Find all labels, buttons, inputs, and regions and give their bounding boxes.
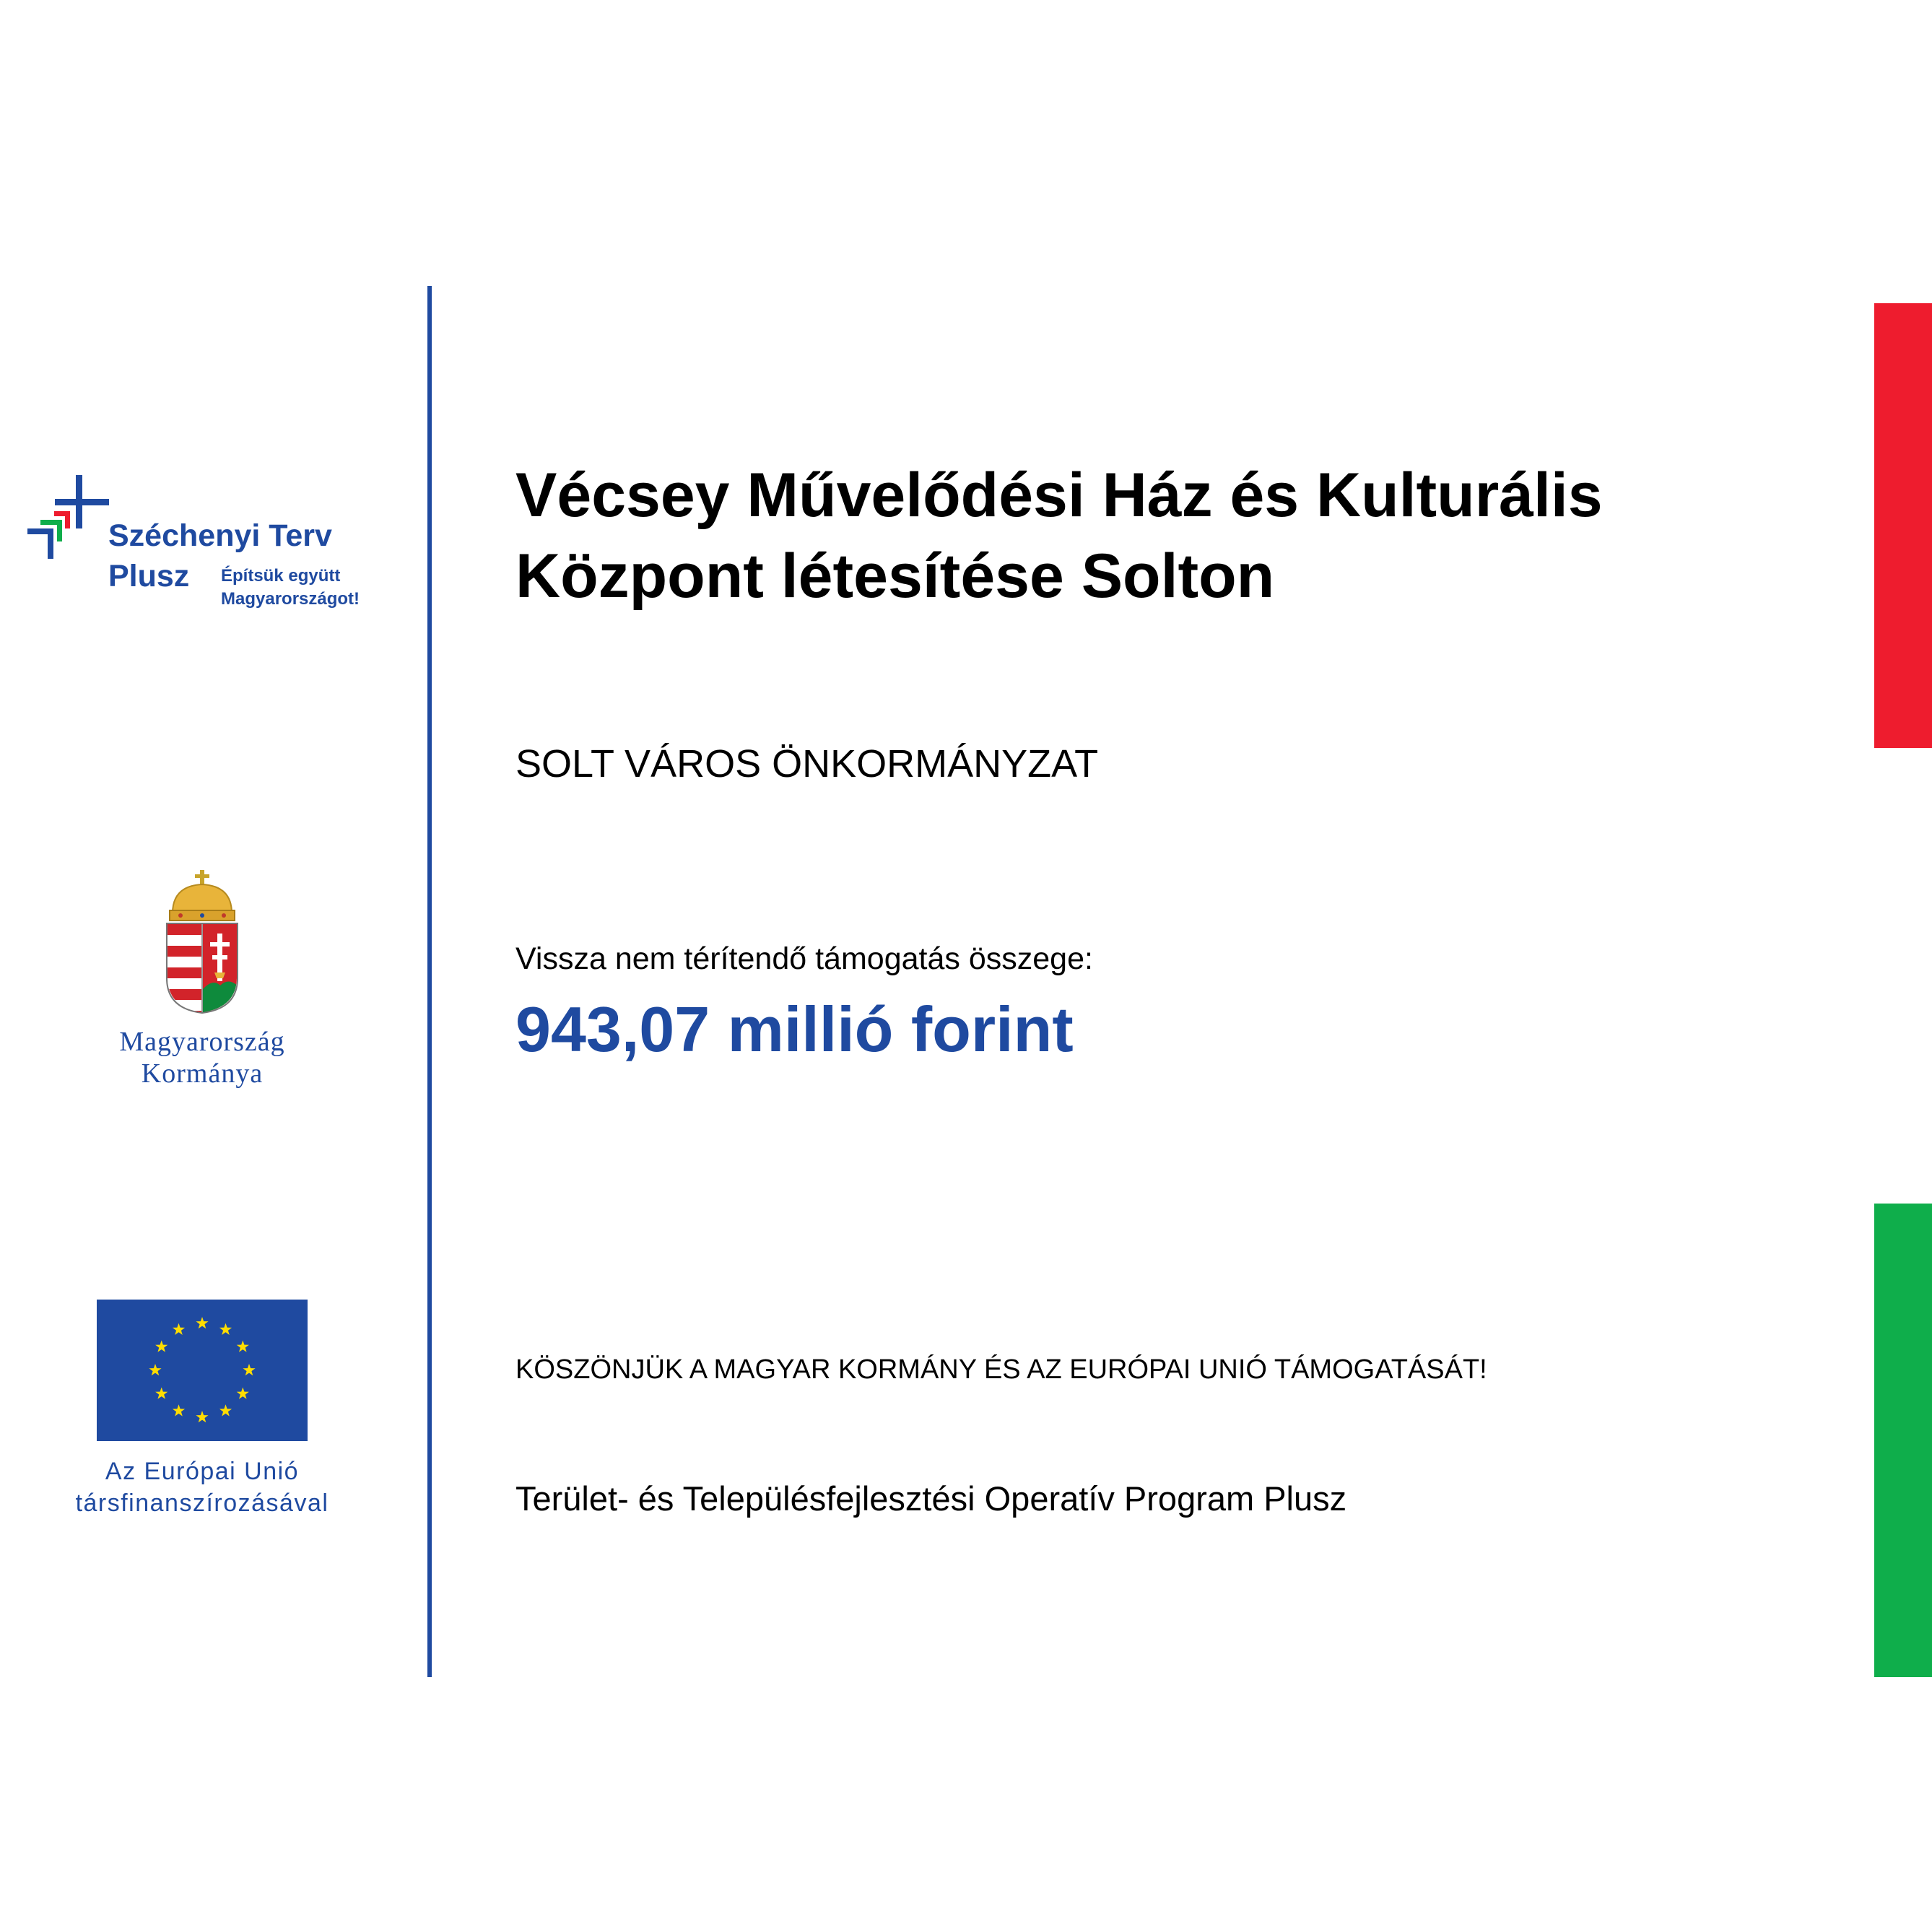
hungarian-coat-of-arms-icon xyxy=(162,870,242,1014)
project-title xyxy=(515,455,1815,617)
hungarian-government-logo xyxy=(72,870,332,1094)
vertical-divider xyxy=(427,286,432,1677)
szechenyi-terv-plusz-logo xyxy=(27,474,403,618)
program-name: Terület- és Településfejlesztési Operatív Program Plusz xyxy=(515,1479,1347,1518)
eu-star-icon xyxy=(155,1388,167,1399)
szechenyi-tagline-line2: Magyarországot! xyxy=(221,589,360,609)
szechenyi-tagline-line1: Építsük együtt xyxy=(221,566,341,586)
eu-caption-line2: társfinanszírozásával xyxy=(75,1489,329,1517)
eu-star-icon xyxy=(196,1317,208,1328)
eu-star-icon xyxy=(155,1341,167,1352)
eu-star-icon xyxy=(243,1364,255,1375)
government-name xyxy=(72,1026,332,1089)
eu-star-icon xyxy=(237,1388,249,1399)
flag-stripe-red xyxy=(1874,303,1932,748)
project-title-line2: Központ létesítése Solton xyxy=(515,541,1275,611)
szechenyi-name-line1: Széchenyi Terv xyxy=(108,518,332,553)
eu-star-icon xyxy=(173,1323,185,1335)
government-name-line1: Magyarország xyxy=(119,1027,285,1057)
flag-stripe-green xyxy=(1874,1204,1932,1677)
eu-flag-icon xyxy=(97,1300,308,1441)
szechenyi-plus-cross-icon xyxy=(27,475,116,563)
eu-caption-line1: Az Európai Unió xyxy=(105,1458,300,1485)
eu-star-icon xyxy=(173,1404,185,1416)
eu-star-icon xyxy=(219,1404,232,1416)
eu-caption xyxy=(51,1455,354,1519)
eu-star-icon xyxy=(237,1341,249,1352)
szechenyi-name-line2: Plusz xyxy=(108,559,190,593)
szechenyi-tagline xyxy=(221,565,360,611)
eu-star-icon xyxy=(196,1411,208,1422)
grant-amount: 943,07 millió forint xyxy=(515,993,1074,1065)
beneficiary-name: SOLT VÁROS ÖNKORMÁNYZAT xyxy=(515,742,1099,786)
eu-star-icon xyxy=(149,1364,161,1375)
grant-label: Vissza nem térítendő támogatás összege: xyxy=(515,941,1093,976)
project-title-line1: Vécsey Művelődési Ház és Kulturális xyxy=(515,461,1603,530)
government-name-line2: Kormánya xyxy=(141,1058,264,1089)
eu-star-icon xyxy=(219,1323,232,1335)
eu-cofinancing-logo xyxy=(51,1300,361,1531)
thanks-text: KÖSZÖNJÜK A MAGYAR KORMÁNY ÉS AZ EURÓPAI UNIÓ TÁMOGATÁSÁT! xyxy=(515,1354,1487,1385)
eu-stars xyxy=(97,1300,308,1441)
